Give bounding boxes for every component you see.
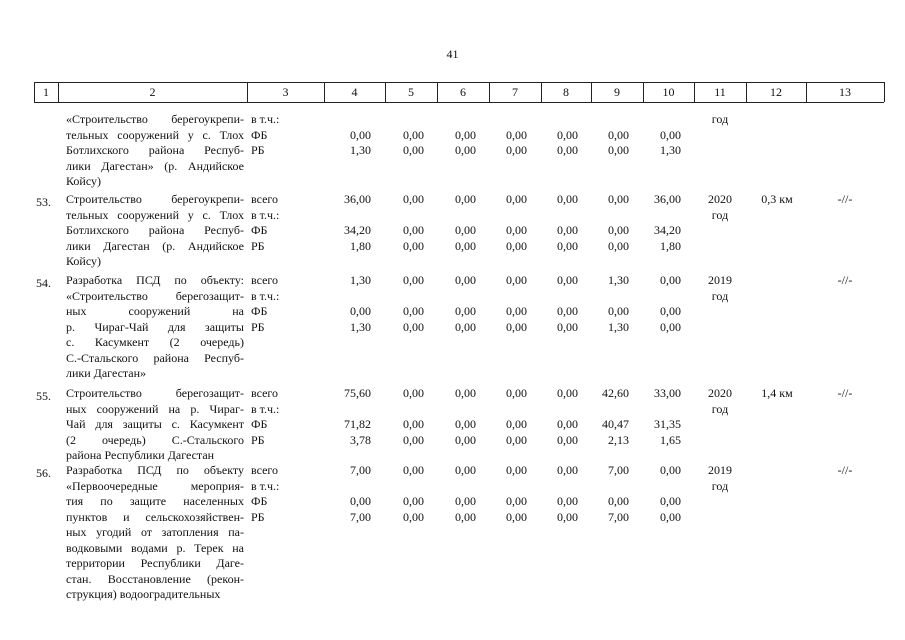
value-cell: 0,00	[455, 223, 476, 237]
table-header-top-border	[34, 82, 884, 83]
value-cell: 0,00	[660, 304, 681, 318]
row-description-line: территории Республики Даге-	[66, 556, 244, 570]
value-cell: 0,00	[506, 273, 527, 287]
column-header-12: 12	[770, 85, 782, 99]
column-header-10: 10	[662, 85, 675, 99]
completion-year: 2020	[708, 192, 732, 206]
funding-source-label: всего	[251, 463, 279, 477]
column-header-8: 8	[563, 85, 569, 99]
funding-source-label: всего	[251, 273, 279, 287]
funding-source-label: РБ	[251, 432, 265, 447]
value-cell: 0,00	[455, 417, 476, 431]
funding-source-label: в т.ч.:	[251, 207, 280, 222]
value-cell: 0,00	[557, 143, 578, 157]
value-cell: 3,78	[350, 432, 371, 447]
value-cell: 0,00	[455, 463, 476, 477]
row-description-line: струкция) водооградительных	[66, 587, 221, 601]
value-cell: 0,00	[557, 223, 578, 237]
note-value: -//-	[837, 273, 853, 287]
value-cell: 0,00	[557, 494, 578, 508]
funding-source-label: всего	[251, 386, 279, 400]
row-number: 54.	[36, 276, 51, 290]
funding-source-label: в т.ч.:	[251, 478, 280, 493]
row-description-line: «Строительство берегозащит-	[66, 288, 244, 303]
row-description-line: ных угодий от затопления па-	[66, 525, 244, 539]
funding-source-label: в т.ч.:	[251, 401, 280, 416]
value-cell: 1,30	[608, 273, 629, 287]
value-cell: 34,20	[654, 223, 681, 237]
value-cell: 0,00	[403, 432, 424, 447]
value-cell: 0,00	[608, 304, 629, 318]
row-description-line: Чай для защиты с. Касумкент	[66, 417, 244, 431]
value-cell: 0,00	[557, 463, 578, 477]
note-value: -//-	[837, 386, 853, 400]
value-cell: 0,00	[455, 304, 476, 318]
value-cell: 0,00	[403, 127, 424, 142]
value-cell: 0,00	[455, 273, 476, 287]
value-cell: 0,00	[557, 192, 578, 206]
value-cell: 7,00	[350, 509, 371, 524]
row-description-line: Койсу)	[66, 174, 101, 188]
value-cell: 0,00	[403, 143, 424, 157]
header-column-separator	[884, 82, 885, 102]
value-cell: 1,30	[608, 319, 629, 334]
row-description-line: Койсу)	[66, 254, 101, 268]
completion-year: год	[711, 478, 729, 493]
value-cell: 1,30	[350, 143, 371, 157]
funding-source-label: РБ	[251, 143, 265, 157]
value-cell: 0,00	[660, 509, 681, 524]
value-cell: 0,00	[557, 304, 578, 318]
value-cell: 0,00	[455, 127, 476, 142]
column-header-11: 11	[714, 85, 726, 99]
funding-source-label: ФБ	[251, 223, 268, 237]
row-description-line: стан. Восстановление (рекон-	[66, 571, 244, 586]
column-header-2: 2	[149, 85, 156, 99]
value-cell: 0,00	[557, 238, 578, 253]
value-cell: 0,00	[660, 494, 681, 508]
value-cell: 0,00	[506, 223, 527, 237]
row-description-line: тельных сооружений у с. Тлох	[66, 207, 244, 222]
funding-source-label: ФБ	[251, 304, 268, 318]
funding-source-label: ФБ	[251, 417, 268, 431]
value-cell: 0,00	[608, 192, 629, 206]
value-cell: 0,00	[455, 494, 476, 508]
value-cell: 40,47	[602, 417, 629, 431]
value-cell: 0,00	[506, 304, 527, 318]
row-description-line: «Первоочередные мероприя-	[66, 478, 244, 493]
value-cell: 0,00	[403, 319, 424, 334]
value-cell: 0,00	[455, 509, 476, 524]
row-description-line: Разработка ПСД по объекту	[66, 463, 244, 477]
row-description-line: тия по защите населенных	[66, 494, 244, 508]
row-description-line: Разработка ПСД по объекту:	[66, 273, 244, 287]
row-number: 53.	[36, 195, 51, 209]
value-cell: 0,00	[506, 319, 527, 334]
value-cell: 0,00	[350, 304, 371, 318]
value-cell: 1,80	[660, 238, 681, 253]
completion-year: год	[711, 401, 729, 416]
value-cell: 0,00	[660, 319, 681, 334]
row-description-line: лики Дагестан»	[66, 366, 147, 380]
value-cell: 0,00	[506, 509, 527, 524]
value-cell: 0,00	[608, 223, 629, 237]
completion-year: 2020	[708, 386, 732, 400]
value-cell: 0,00	[403, 223, 424, 237]
column-header-9: 9	[614, 85, 620, 99]
row-description-line: ных сооружений на р. Чираг-	[66, 401, 244, 416]
note-value: -//-	[837, 463, 853, 477]
value-cell: 0,00	[455, 319, 476, 334]
row-description-line: лики Дагестан (р. Андийское	[66, 238, 244, 253]
column-header-4: 4	[351, 85, 358, 99]
value-cell: 1,65	[660, 432, 681, 447]
value-cell: 0,00	[608, 238, 629, 253]
value-cell: 0,00	[660, 273, 681, 287]
value-cell: 1,80	[350, 238, 371, 253]
column-header-3: 3	[282, 85, 289, 99]
funding-source-label: РБ	[251, 509, 265, 524]
value-cell: 0,00	[403, 386, 424, 400]
row-number: 56.	[36, 466, 51, 480]
row-description-line: тельных сооружений у с. Тлох	[66, 127, 244, 142]
value-cell: 0,00	[608, 494, 629, 508]
value-cell: 0,00	[506, 386, 527, 400]
completion-year: 2019	[708, 273, 732, 287]
value-cell: 0,00	[403, 494, 424, 508]
value-cell: 36,00	[344, 192, 371, 206]
funding-source-label: ФБ	[251, 494, 268, 508]
value-cell: 0,00	[403, 273, 424, 287]
value-cell: 0,00	[455, 386, 476, 400]
completion-year: год	[711, 112, 729, 126]
value-cell: 1,30	[660, 143, 681, 157]
value-cell: 0,00	[557, 319, 578, 334]
row-description-line: «Строительство берегоукрепи-	[66, 112, 244, 126]
row-description-line: лики Дагестан» (р. Андийское	[66, 158, 244, 173]
value-cell: 36,00	[654, 192, 681, 206]
column-header-1: 1	[43, 85, 49, 99]
completion-year: 2019	[708, 463, 732, 477]
column-header-5: 5	[408, 85, 414, 99]
funding-source-label: ФБ	[251, 127, 268, 142]
value-cell: 0,00	[403, 304, 424, 318]
value-cell: 2,13	[608, 432, 629, 447]
funding-source-label: всего	[251, 192, 279, 206]
value-cell: 7,00	[608, 509, 629, 524]
value-cell: 0,00	[455, 143, 476, 157]
column-header-6: 6	[460, 85, 466, 99]
row-description-line: р. Чираг-Чай для защиты	[66, 319, 244, 334]
value-cell: 0,00	[506, 417, 527, 431]
row-description-line: водковыми водами р. Терек на	[66, 540, 244, 555]
value-cell: 0,00	[608, 143, 629, 157]
value-cell: 0,00	[506, 143, 527, 157]
completion-year: год	[711, 288, 729, 303]
value-cell: 0,00	[506, 432, 527, 447]
table-header-bottom-border	[34, 102, 884, 103]
row-description-line: Строительство берегозащит-	[66, 386, 244, 400]
row-description-line: Строительство берегоукрепи-	[66, 192, 244, 206]
value-cell: 0,00	[608, 127, 629, 142]
value-cell: 71,82	[344, 417, 371, 431]
value-cell: 0,00	[403, 463, 424, 477]
page-number: 41	[446, 47, 459, 61]
value-cell: 0,00	[557, 509, 578, 524]
value-cell: 0,00	[557, 127, 578, 142]
funding-source-label: в т.ч.:	[251, 112, 280, 126]
value-cell: 1,30	[350, 319, 371, 334]
value-cell: 0,00	[403, 238, 424, 253]
value-cell: 0,00	[506, 494, 527, 508]
row-description-line: С.-Стальского района Респуб-	[66, 350, 244, 365]
row-description-line: пунктов и сельскохозяйствен-	[66, 509, 244, 524]
funding-source-label: в т.ч.:	[251, 288, 280, 303]
value-cell: 75,60	[344, 386, 371, 400]
value-cell: 0,00	[506, 127, 527, 142]
value-cell: 0,00	[660, 463, 681, 477]
value-cell: 0,00	[350, 127, 371, 142]
row-description-line: ных сооружений на	[66, 304, 244, 318]
value-cell: 0,00	[403, 509, 424, 524]
value-cell: 0,00	[506, 238, 527, 253]
value-cell: 0,00	[557, 386, 578, 400]
funding-source-label: РБ	[251, 319, 265, 334]
value-cell: 1,30	[350, 273, 371, 287]
column-header-13: 13	[839, 85, 851, 99]
value-cell: 0,00	[660, 127, 681, 142]
value-cell: 0,00	[455, 432, 476, 447]
value-cell: 0,00	[506, 192, 527, 206]
completion-year: год	[711, 207, 729, 222]
value-cell: 34,20	[344, 223, 371, 237]
row-description-line: с. Касумкент (2 очередь)	[66, 335, 244, 349]
value-cell: 0,00	[506, 463, 527, 477]
value-cell: 7,00	[350, 463, 371, 477]
value-cell: 0,00	[455, 238, 476, 253]
value-cell: 7,00	[608, 463, 629, 477]
value-cell: 0,00	[557, 432, 578, 447]
value-cell: 42,60	[602, 386, 629, 400]
value-cell: 33,00	[654, 386, 681, 400]
value-cell: 0,00	[557, 417, 578, 431]
column-header-7: 7	[512, 85, 518, 99]
note-value: -//-	[837, 192, 853, 206]
value-cell: 0,00	[403, 417, 424, 431]
value-cell: 31,35	[654, 417, 681, 431]
value-cell: 0,00	[403, 192, 424, 206]
value-cell: 0,00	[557, 273, 578, 287]
value-cell: 0,00	[350, 494, 371, 508]
row-description-line: (2 очередь) С.-Стальского	[66, 432, 244, 447]
capacity-value: 1,4 км	[761, 386, 793, 400]
funding-source-label: РБ	[251, 238, 265, 253]
row-description-line: Ботлихского района Респуб-	[66, 143, 244, 157]
capacity-value: 0,3 км	[761, 192, 793, 206]
row-description-line: района Республики Дагестан	[66, 448, 215, 462]
row-description-line: Ботлихского района Респуб-	[66, 223, 244, 237]
value-cell: 0,00	[455, 192, 476, 206]
row-number: 55.	[36, 389, 51, 403]
